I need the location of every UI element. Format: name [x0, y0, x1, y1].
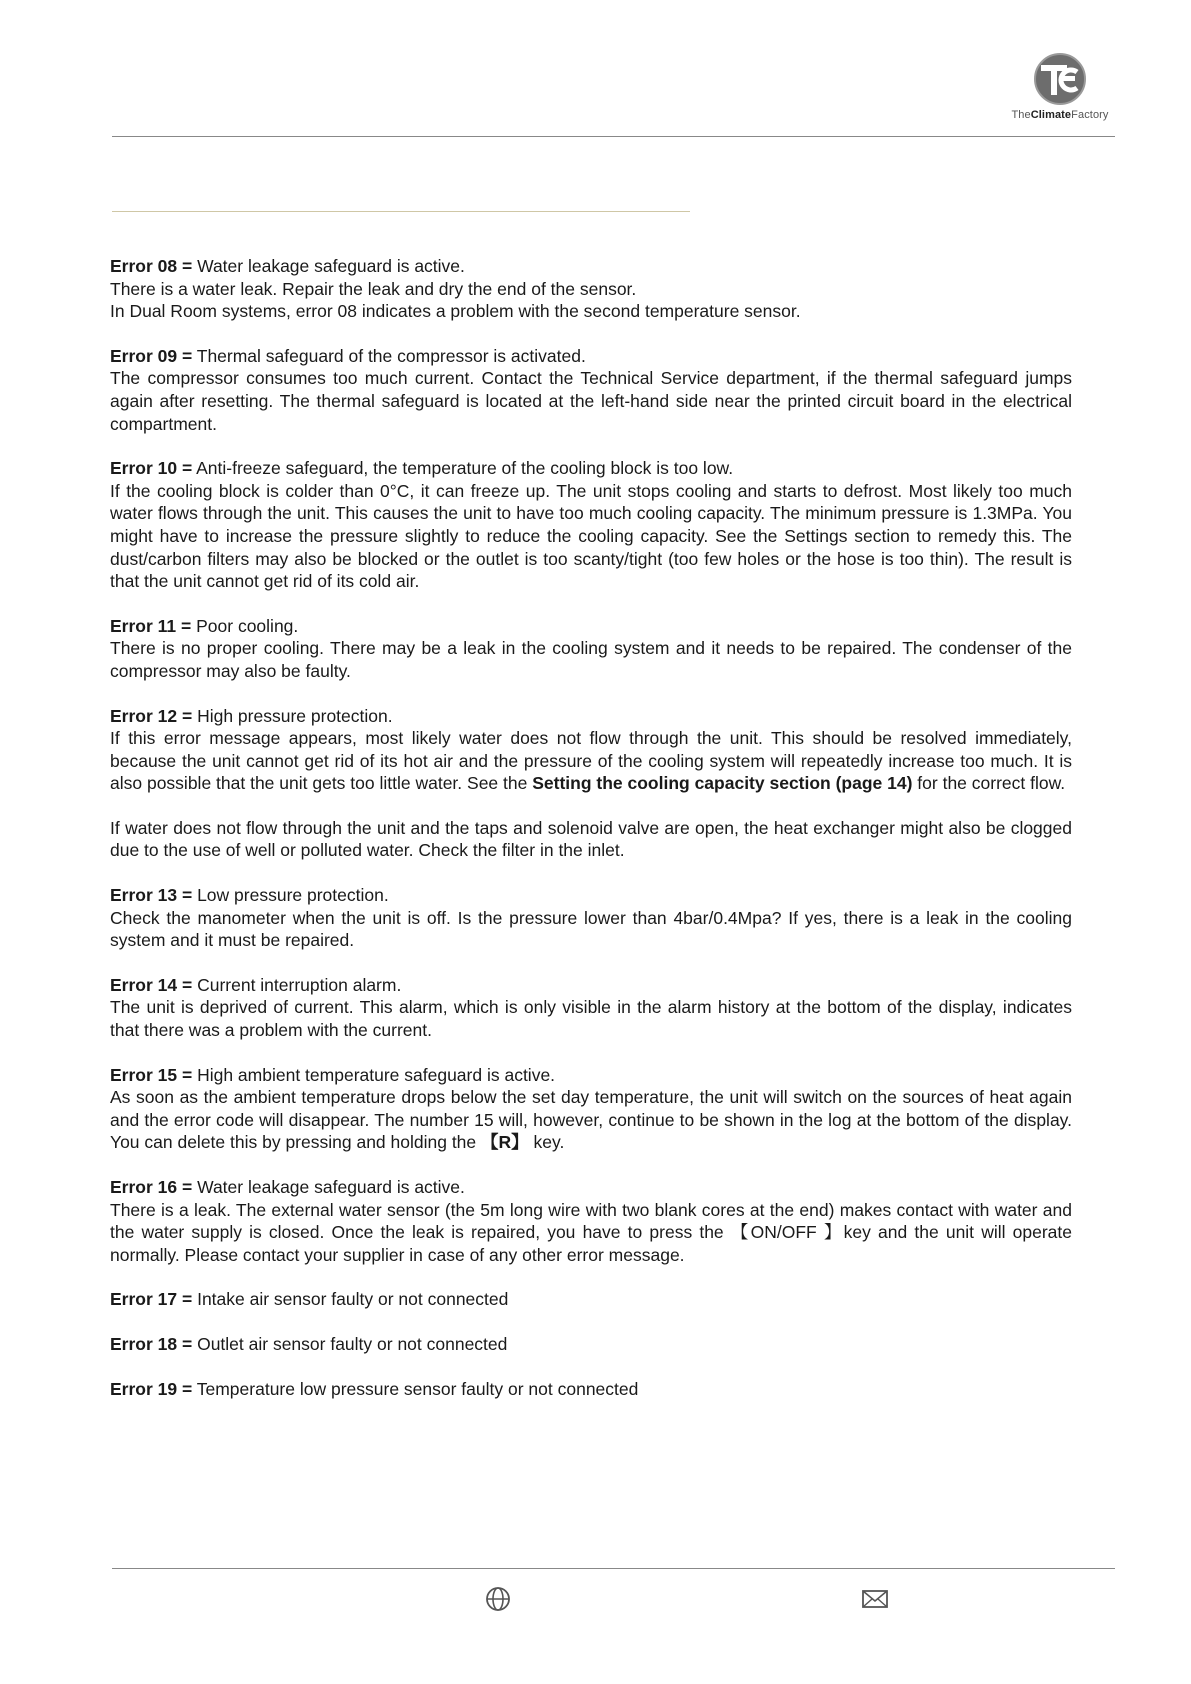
error-code: Error 11 = — [110, 615, 192, 636]
error-code: Error 08 = — [110, 256, 193, 276]
company-logo — [1000, 52, 1120, 121]
error-body: There is no proper cooling. There may be a leak in the cooling system and it needs to be repaired. The condenser of the compressor may also be faulty. — [110, 638, 1072, 681]
error-title: Outlet air sensor faulty or not connected — [197, 1333, 508, 1354]
error-entry-11 — [110, 615, 1072, 683]
error-entry-15 — [110, 1064, 1072, 1154]
error-code: Error 17 = — [110, 1289, 193, 1310]
error-code: Error 13 = — [110, 885, 193, 906]
error-title: Current interruption alarm. — [197, 974, 402, 995]
error-code: Error 18 = — [110, 1333, 193, 1354]
error-entry-17 — [110, 1288, 1072, 1311]
error-entry-19 — [110, 1378, 1072, 1401]
error-entry-13 — [110, 884, 1072, 952]
error-title: Anti-freeze safeguard, the temperature of the cooling block is too low. — [196, 458, 734, 479]
error-entry-12 — [110, 705, 1072, 863]
section-reference-link: Setting the cooling capacity section (page 14) — [532, 773, 913, 794]
error-body: The compressor consumes too much current. Contact the Technical Service department, if the thermal safeguard jumps again after resetting. The thermal safeguard is located at the left-hand side near the printed circuit board in the electrical compartment. — [110, 368, 1072, 434]
globe-icon[interactable] — [484, 1585, 512, 1613]
error-entry-14 — [110, 974, 1072, 1042]
error-body: If the cooling block is colder than 0°C, it can freeze up. The unit stops cooling and starts to defrost. Most likely too much water flows through the unit. This causes the unit to have too much cooling capacity. The minimum pressure is 1.3MPa. You might have to increase the pressure slightly to reduce the cooling capacity. See the Settings section to remedy this. The dust/carbon filters may also be blocked or the outlet is too scanty/tight (too few holes or the hose is too thin). The result is that the unit cannot get rid of its cold air. — [110, 480, 1072, 592]
error-title: Thermal safeguard of the compressor is activated. — [196, 345, 586, 366]
error-title: Water leakage safeguard is active. — [197, 1177, 465, 1197]
error-entry-18 — [110, 1333, 1072, 1356]
error-entry-09 — [110, 345, 1072, 435]
error-line: There is a water leak. Repair the leak and dry the end of the sensor. — [110, 278, 637, 299]
error-entry-08 — [110, 255, 1072, 323]
error-code: Error 16 = — [110, 1177, 193, 1197]
key-r-label: 【R】 — [481, 1132, 529, 1153]
error-body: If this error message appears, most likely water does not flow through the unit. This should be resolved immediately, because the unit cannot get rid of its hot air and the pressure of the cooling system will repeatedly increase too much. It is also possible that the unit gets too little water. See the Setting the cooling capacity section (page 14) for the correct flow. — [110, 728, 1072, 794]
logo-mark — [1033, 52, 1087, 106]
error-title: Temperature low pressure sensor faulty or not connected — [196, 1378, 639, 1399]
error-title: Poor cooling. — [196, 615, 299, 636]
footer-divider — [112, 1568, 1115, 1569]
error-code: Error 12 = — [110, 705, 193, 726]
error-title: High ambient temperature safeguard is active. — [197, 1064, 556, 1085]
logo-wordmark: TheClimateFactory — [1011, 109, 1109, 121]
error-code: Error 19 = — [110, 1378, 193, 1399]
error-title: Low pressure protection. — [197, 885, 389, 906]
error-body: As soon as the ambient temperature drops below the set day temperature, the unit will switch on the sources of heat again and the error code will disappear. The number 15 will, however, continue to be shown in the log at the bottom of the display. You can delete this by pressing and holding the 【R】 key. — [110, 1087, 1072, 1153]
error-code: Error 15 = — [110, 1064, 193, 1085]
header-divider — [112, 136, 1115, 137]
error-body: The unit is deprived of current. This alarm, which is only visible in the alarm history at the bottom of the display, indicates that there was a problem with the current. — [110, 997, 1072, 1041]
error-extra: If water does not flow through the unit and the taps and solenoid valve are open, the heat exchanger might also be clogged due to the use of well or polluted water. Check the filter in the inlet. — [110, 817, 1072, 861]
error-entry-10 — [110, 457, 1072, 593]
error-line: In Dual Room systems, error 08 indicates a problem with the second temperature sensor. — [110, 301, 801, 322]
error-code: Error 10 = — [110, 458, 193, 479]
error-entry-16 — [110, 1176, 1072, 1266]
error-code: Error 09 = — [110, 345, 193, 366]
error-code: Error 14 = — [110, 974, 193, 995]
error-body: Check the manometer when the unit is off. Is the pressure lower than 4bar/0.4Mpa? If yes, there is a leak in the cooling system and it must be repaired. — [110, 907, 1072, 951]
error-title: Water leakage safeguard is active. — [197, 256, 465, 276]
key-onoff-label: 【ON/OFF 】 — [730, 1222, 844, 1243]
error-title: High pressure protection. — [197, 705, 393, 726]
error-body: There is a leak. The external water sensor (the 5m long wire with two blank cores at the end) makes contact with water and the water supply is closed. Once the leak is repaired, you have to press the 【ON/OFF 】key and the unit will operate normally. Please contact your supplier in case of any other error message. — [110, 1199, 1072, 1265]
section-accent-line — [112, 211, 690, 212]
mail-icon[interactable] — [861, 1585, 889, 1613]
error-title: Intake air sensor faulty or not connected — [197, 1289, 509, 1310]
error-list — [110, 255, 1072, 1422]
